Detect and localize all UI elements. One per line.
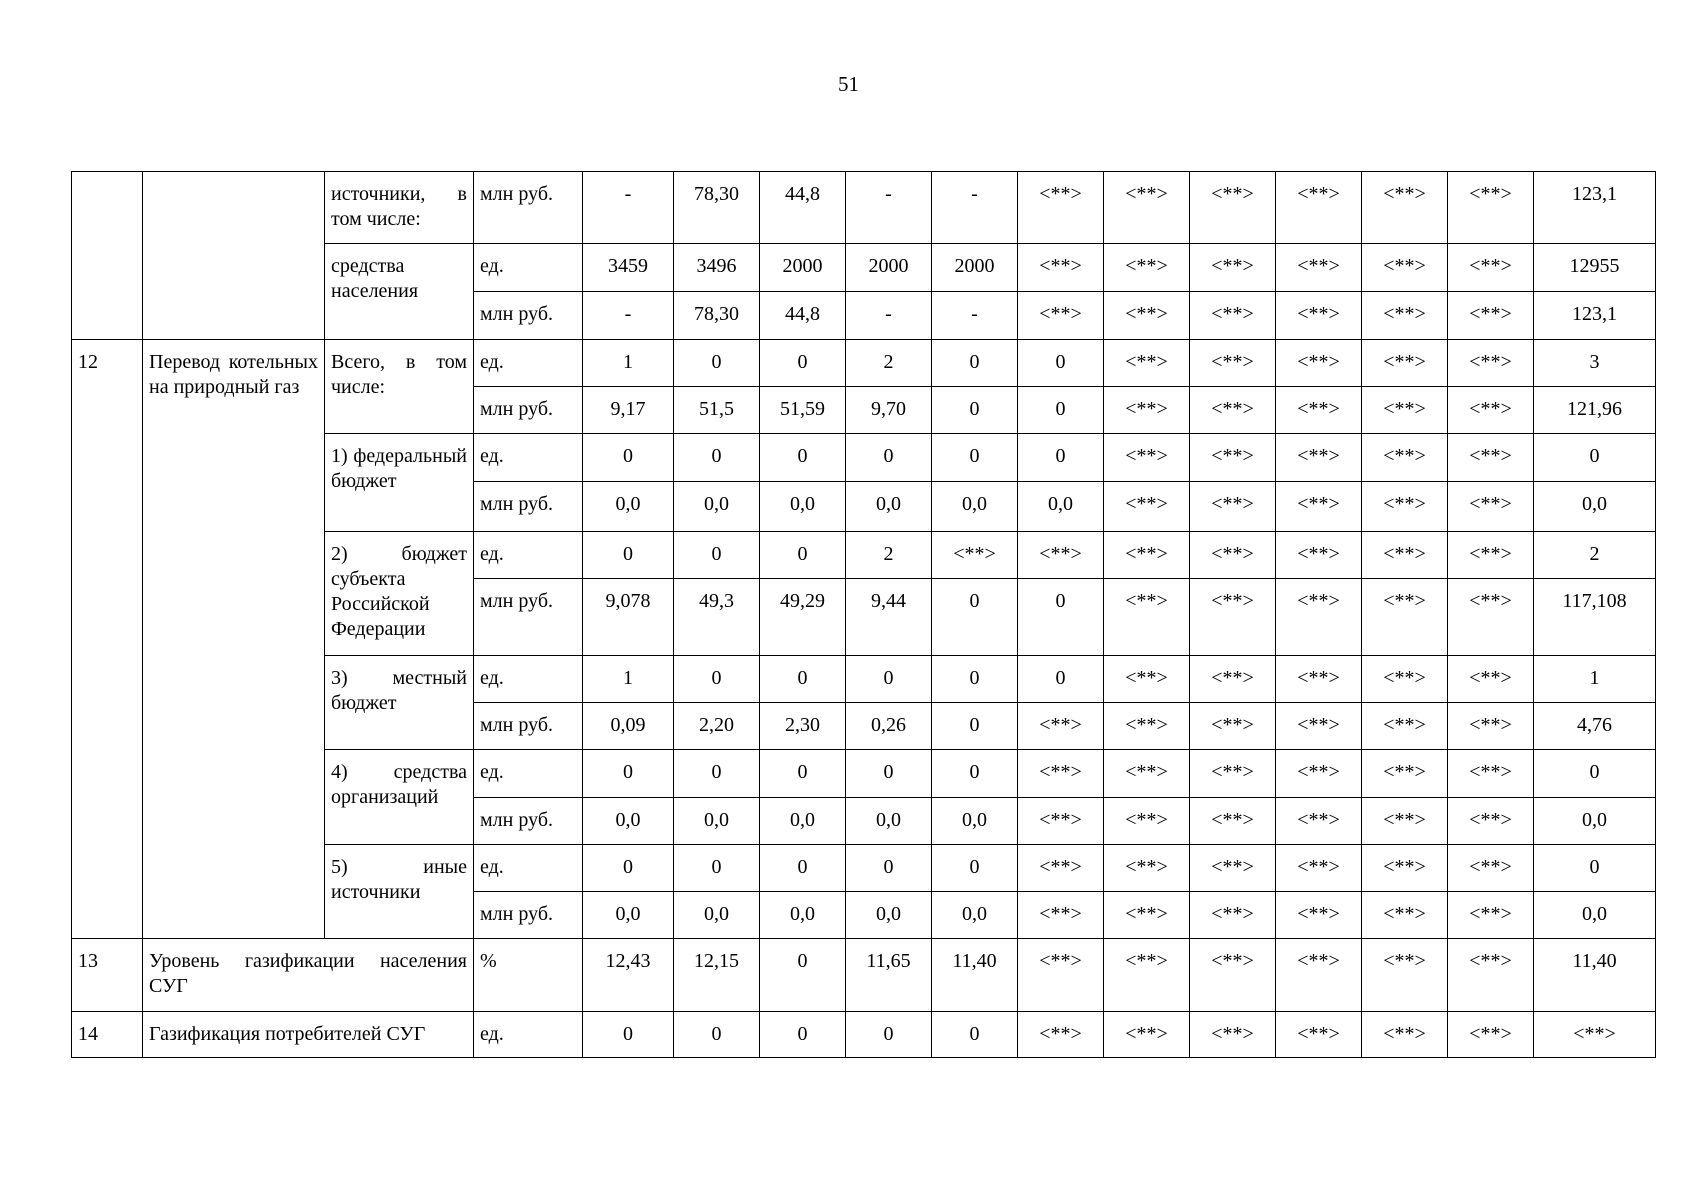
- value-cell: 9,17: [583, 387, 674, 434]
- value-cell: 0: [674, 340, 760, 387]
- value-cell: <**>: [1104, 750, 1190, 798]
- value-cell: 44,8: [760, 292, 846, 340]
- value-cell: 0: [674, 532, 760, 579]
- unit-cell: млн руб.: [474, 798, 583, 845]
- total-cell: 0,0: [1534, 798, 1656, 845]
- value-cell: 78,30: [674, 292, 760, 340]
- value-cell: <**>: [1190, 845, 1276, 892]
- funding-source-cell: средства населения: [325, 244, 474, 340]
- page-number: 51: [838, 72, 859, 96]
- value-cell: 0,0: [674, 798, 760, 845]
- value-cell: <**>: [1362, 244, 1448, 292]
- value-cell: 0: [932, 703, 1018, 750]
- value-cell: <**>: [1190, 703, 1276, 750]
- value-cell: <**>: [1190, 172, 1276, 244]
- value-cell: 0,0: [846, 798, 932, 845]
- value-cell: -: [932, 172, 1018, 244]
- value-cell: <**>: [1362, 532, 1448, 579]
- value-cell: <**>: [1276, 703, 1362, 750]
- value-cell: <**>: [1104, 798, 1190, 845]
- value-cell: <**>: [1018, 244, 1104, 292]
- value-cell: <**>: [1104, 482, 1190, 532]
- value-cell: <**>: [1362, 172, 1448, 244]
- value-cell: 0: [932, 387, 1018, 434]
- value-cell: 2000: [932, 244, 1018, 292]
- value-cell: <**>: [1448, 656, 1534, 703]
- value-cell: <**>: [1104, 532, 1190, 579]
- index-cell: 14: [72, 1012, 143, 1058]
- value-cell: -: [583, 292, 674, 340]
- value-cell: 0,26: [846, 703, 932, 750]
- value-cell: 0: [932, 579, 1018, 656]
- value-cell: <**>: [1276, 798, 1362, 845]
- value-cell: <**>: [1362, 845, 1448, 892]
- value-cell: <**>: [1276, 244, 1362, 292]
- value-cell: 0,0: [760, 892, 846, 939]
- value-cell: 0: [932, 656, 1018, 703]
- funding-source-cell: 3) местный бюджет: [325, 656, 474, 750]
- value-cell: <**>: [1190, 750, 1276, 798]
- value-cell: <**>: [1448, 172, 1534, 244]
- value-cell: <**>: [1448, 244, 1534, 292]
- value-cell: 0: [1018, 579, 1104, 656]
- value-cell: 12,43: [583, 939, 674, 1012]
- value-cell: 0,0: [583, 482, 674, 532]
- value-cell: <**>: [1104, 892, 1190, 939]
- unit-cell: ед.: [474, 750, 583, 798]
- value-cell: 0: [932, 340, 1018, 387]
- total-cell: 4,76: [1534, 703, 1656, 750]
- value-cell: 44,8: [760, 172, 846, 244]
- value-cell: <**>: [1362, 340, 1448, 387]
- value-cell: <**>: [1448, 750, 1534, 798]
- total-cell: 0: [1534, 434, 1656, 482]
- name-cell: Газификация потребителей СУГ: [143, 1012, 474, 1058]
- value-cell: <**>: [1018, 798, 1104, 845]
- value-cell: <**>: [1362, 292, 1448, 340]
- value-cell: <**>: [1104, 172, 1190, 244]
- total-cell: 12955: [1534, 244, 1656, 292]
- value-cell: 0: [932, 750, 1018, 798]
- value-cell: 0: [583, 845, 674, 892]
- value-cell: 1: [583, 656, 674, 703]
- value-cell: <**>: [1190, 387, 1276, 434]
- unit-cell: ед.: [474, 1012, 583, 1058]
- value-cell: 51,5: [674, 387, 760, 434]
- name-cell: Уровень газификации населения СУГ: [143, 939, 474, 1012]
- value-cell: <**>: [1362, 1012, 1448, 1058]
- value-cell: <**>: [1448, 939, 1534, 1012]
- value-cell: 0: [760, 845, 846, 892]
- unit-cell: ед.: [474, 340, 583, 387]
- value-cell: <**>: [1362, 703, 1448, 750]
- table-row: [72, 939, 1656, 1012]
- funding-source-cell: 2) бюджет субъекта Российской Федерации: [325, 532, 474, 656]
- funding-source-cell: источники, в том числе:: [325, 172, 474, 244]
- funding-source-cell: 5) иные источники: [325, 845, 474, 939]
- value-cell: 0: [674, 434, 760, 482]
- value-cell: 0,0: [583, 798, 674, 845]
- value-cell: <**>: [932, 532, 1018, 579]
- value-cell: 0,09: [583, 703, 674, 750]
- value-cell: 0: [760, 340, 846, 387]
- unit-cell: млн руб.: [474, 892, 583, 939]
- value-cell: <**>: [1362, 482, 1448, 532]
- value-cell: <**>: [1276, 482, 1362, 532]
- value-cell: 0,0: [760, 482, 846, 532]
- value-cell: <**>: [1018, 1012, 1104, 1058]
- value-cell: <**>: [1190, 579, 1276, 656]
- value-cell: 0: [674, 750, 760, 798]
- value-cell: <**>: [1448, 292, 1534, 340]
- unit-cell: млн руб.: [474, 172, 583, 244]
- value-cell: <**>: [1448, 434, 1534, 482]
- value-cell: 0: [760, 939, 846, 1012]
- value-cell: <**>: [1276, 172, 1362, 244]
- value-cell: 2: [846, 340, 932, 387]
- value-cell: 0,0: [846, 482, 932, 532]
- value-cell: <**>: [1190, 482, 1276, 532]
- value-cell: -: [846, 292, 932, 340]
- value-cell: 0: [932, 434, 1018, 482]
- value-cell: <**>: [1018, 292, 1104, 340]
- value-cell: 0: [932, 1012, 1018, 1058]
- value-cell: 11,40: [932, 939, 1018, 1012]
- table-row: [72, 340, 1656, 387]
- value-cell: <**>: [1362, 434, 1448, 482]
- funding-source-cell: 4) средства организаций: [325, 750, 474, 845]
- total-cell: 1: [1534, 656, 1656, 703]
- value-cell: <**>: [1362, 387, 1448, 434]
- unit-cell: ед.: [474, 434, 583, 482]
- unit-cell: млн руб.: [474, 579, 583, 656]
- total-cell: 2: [1534, 532, 1656, 579]
- value-cell: 9,70: [846, 387, 932, 434]
- value-cell: <**>: [1276, 434, 1362, 482]
- value-cell: 0,0: [583, 892, 674, 939]
- unit-cell: %: [474, 939, 583, 1012]
- value-cell: -: [583, 172, 674, 244]
- unit-cell: ед.: [474, 845, 583, 892]
- value-cell: <**>: [1448, 482, 1534, 532]
- value-cell: <**>: [1276, 845, 1362, 892]
- value-cell: <**>: [1190, 532, 1276, 579]
- value-cell: <**>: [1448, 798, 1534, 845]
- total-cell: 123,1: [1534, 292, 1656, 340]
- value-cell: <**>: [1276, 750, 1362, 798]
- value-cell: 12,15: [674, 939, 760, 1012]
- value-cell: <**>: [1104, 434, 1190, 482]
- value-cell: 0: [846, 750, 932, 798]
- value-cell: <**>: [1448, 532, 1534, 579]
- value-cell: <**>: [1448, 579, 1534, 656]
- value-cell: 3496: [674, 244, 760, 292]
- value-cell: <**>: [1104, 244, 1190, 292]
- funding-source-cell: Всего, в том числе:: [325, 340, 474, 434]
- value-cell: <**>: [1276, 292, 1362, 340]
- value-cell: 51,59: [760, 387, 846, 434]
- value-cell: -: [846, 172, 932, 244]
- value-cell: <**>: [1018, 750, 1104, 798]
- total-cell: 123,1: [1534, 172, 1656, 244]
- value-cell: 2,30: [760, 703, 846, 750]
- value-cell: 0,0: [932, 798, 1018, 845]
- value-cell: 0: [583, 434, 674, 482]
- value-cell: <**>: [1362, 798, 1448, 845]
- value-cell: 0: [583, 1012, 674, 1058]
- value-cell: <**>: [1104, 939, 1190, 1012]
- value-cell: <**>: [1362, 939, 1448, 1012]
- value-cell: 11,65: [846, 939, 932, 1012]
- value-cell: <**>: [1448, 845, 1534, 892]
- value-cell: 49,29: [760, 579, 846, 656]
- value-cell: 0: [674, 656, 760, 703]
- unit-cell: ед.: [474, 656, 583, 703]
- value-cell: 0: [1018, 387, 1104, 434]
- value-cell: 3459: [583, 244, 674, 292]
- funding-source-cell: 1) федеральный бюджет: [325, 434, 474, 532]
- value-cell: 0: [760, 750, 846, 798]
- value-cell: <**>: [1448, 1012, 1534, 1058]
- value-cell: 0,0: [674, 892, 760, 939]
- value-cell: <**>: [1276, 1012, 1362, 1058]
- value-cell: 0: [674, 1012, 760, 1058]
- indicators-table: [71, 171, 1656, 1058]
- value-cell: 9,44: [846, 579, 932, 656]
- total-cell: 0: [1534, 845, 1656, 892]
- value-cell: <**>: [1276, 532, 1362, 579]
- value-cell: <**>: [1276, 579, 1362, 656]
- index-cell: 13: [72, 939, 143, 1012]
- value-cell: -: [932, 292, 1018, 340]
- value-cell: <**>: [1362, 892, 1448, 939]
- value-cell: <**>: [1018, 172, 1104, 244]
- value-cell: <**>: [1104, 845, 1190, 892]
- value-cell: 9,078: [583, 579, 674, 656]
- value-cell: <**>: [1448, 892, 1534, 939]
- value-cell: 1: [583, 340, 674, 387]
- index-cell: [72, 172, 143, 340]
- value-cell: <**>: [1362, 750, 1448, 798]
- value-cell: 0: [760, 434, 846, 482]
- value-cell: 2000: [760, 244, 846, 292]
- total-cell: 0: [1534, 750, 1656, 798]
- name-cell: Перевод котельных на природный газ: [143, 340, 325, 939]
- value-cell: 78,30: [674, 172, 760, 244]
- value-cell: 2,20: [674, 703, 760, 750]
- total-cell: 117,108: [1534, 579, 1656, 656]
- unit-cell: млн руб.: [474, 292, 583, 340]
- total-cell: <**>: [1534, 1012, 1656, 1058]
- value-cell: <**>: [1190, 892, 1276, 939]
- value-cell: 0: [583, 532, 674, 579]
- value-cell: <**>: [1018, 532, 1104, 579]
- value-cell: 0,0: [760, 798, 846, 845]
- value-cell: <**>: [1190, 939, 1276, 1012]
- value-cell: 0: [760, 1012, 846, 1058]
- index-cell: 12: [72, 340, 143, 939]
- name-cell: [143, 172, 325, 340]
- unit-cell: ед.: [474, 532, 583, 579]
- value-cell: 0,0: [674, 482, 760, 532]
- value-cell: <**>: [1276, 656, 1362, 703]
- value-cell: <**>: [1276, 387, 1362, 434]
- value-cell: <**>: [1362, 656, 1448, 703]
- value-cell: 0: [846, 845, 932, 892]
- value-cell: <**>: [1190, 1012, 1276, 1058]
- value-cell: <**>: [1276, 939, 1362, 1012]
- total-cell: 3: [1534, 340, 1656, 387]
- value-cell: 2000: [846, 244, 932, 292]
- value-cell: <**>: [1190, 434, 1276, 482]
- value-cell: 0: [932, 845, 1018, 892]
- total-cell: 0,0: [1534, 482, 1656, 532]
- value-cell: <**>: [1190, 656, 1276, 703]
- value-cell: <**>: [1018, 892, 1104, 939]
- value-cell: <**>: [1104, 656, 1190, 703]
- value-cell: <**>: [1190, 340, 1276, 387]
- value-cell: 0: [760, 532, 846, 579]
- value-cell: <**>: [1448, 703, 1534, 750]
- value-cell: <**>: [1018, 939, 1104, 1012]
- value-cell: 0: [1018, 656, 1104, 703]
- value-cell: 0: [674, 845, 760, 892]
- value-cell: 0: [846, 1012, 932, 1058]
- value-cell: <**>: [1104, 579, 1190, 656]
- table-row: [72, 1012, 1656, 1058]
- value-cell: <**>: [1276, 892, 1362, 939]
- total-cell: 121,96: [1534, 387, 1656, 434]
- value-cell: 0: [583, 750, 674, 798]
- value-cell: <**>: [1018, 703, 1104, 750]
- value-cell: 0,0: [932, 892, 1018, 939]
- unit-cell: ед.: [474, 244, 583, 292]
- value-cell: <**>: [1276, 340, 1362, 387]
- unit-cell: млн руб.: [474, 387, 583, 434]
- value-cell: <**>: [1362, 579, 1448, 656]
- value-cell: 0: [1018, 434, 1104, 482]
- value-cell: 49,3: [674, 579, 760, 656]
- value-cell: <**>: [1018, 845, 1104, 892]
- value-cell: 0: [846, 656, 932, 703]
- unit-cell: млн руб.: [474, 703, 583, 750]
- total-cell: 0,0: [1534, 892, 1656, 939]
- value-cell: <**>: [1448, 340, 1534, 387]
- value-cell: 0: [760, 656, 846, 703]
- value-cell: <**>: [1104, 340, 1190, 387]
- value-cell: 0,0: [932, 482, 1018, 532]
- value-cell: <**>: [1104, 292, 1190, 340]
- value-cell: <**>: [1448, 387, 1534, 434]
- total-cell: 11,40: [1534, 939, 1656, 1012]
- table-row: [72, 172, 1656, 244]
- value-cell: <**>: [1190, 244, 1276, 292]
- value-cell: <**>: [1104, 387, 1190, 434]
- value-cell: 0: [1018, 340, 1104, 387]
- unit-cell: млн руб.: [474, 482, 583, 532]
- value-cell: <**>: [1104, 1012, 1190, 1058]
- value-cell: 0,0: [1018, 482, 1104, 532]
- value-cell: <**>: [1190, 292, 1276, 340]
- value-cell: 2: [846, 532, 932, 579]
- value-cell: 0: [846, 434, 932, 482]
- value-cell: 0,0: [846, 892, 932, 939]
- value-cell: <**>: [1104, 703, 1190, 750]
- value-cell: <**>: [1190, 798, 1276, 845]
